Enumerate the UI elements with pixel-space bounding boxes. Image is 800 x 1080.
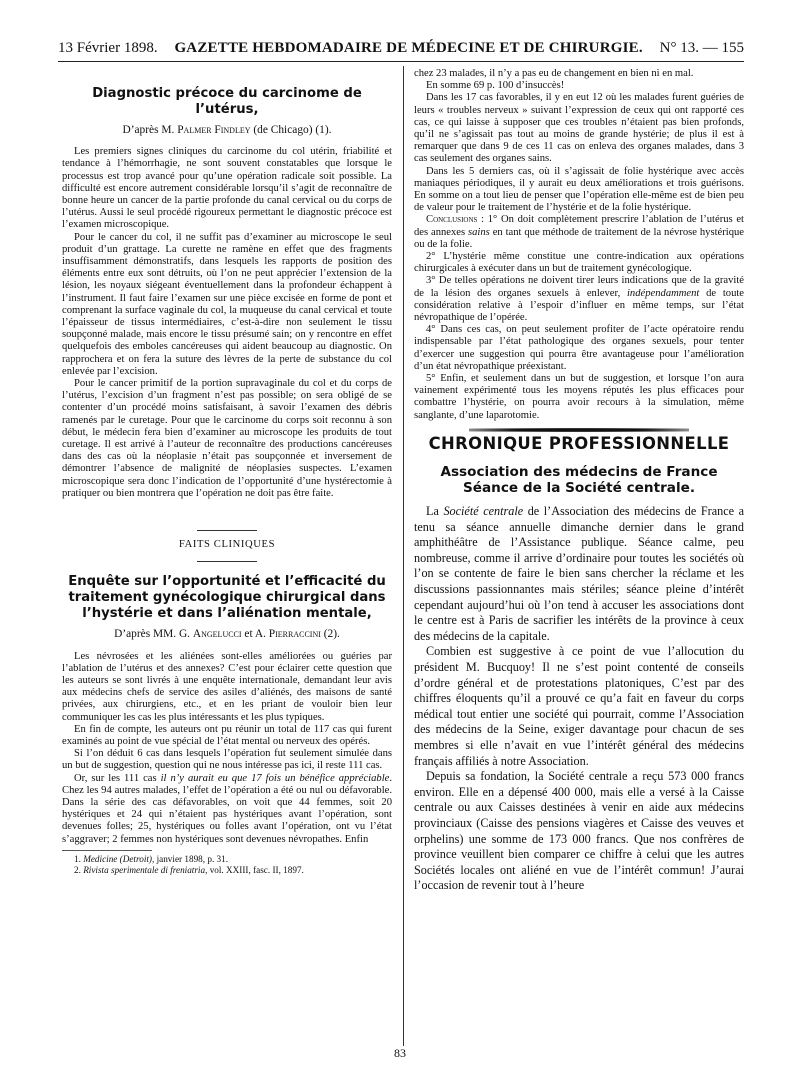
text-run-italic: Société centrale [443, 504, 524, 519]
faits-cliniques-heading: FAITS CLINIQUES [178, 539, 276, 551]
footnote [62, 854, 392, 865]
chronique-subtitle-2: Séance de la Société centrale. [462, 480, 695, 497]
byline-prefix: D’après MM. G. [114, 628, 193, 641]
running-header [58, 40, 744, 60]
article2-byline [62, 628, 392, 640]
text-run: de toute considération relative à l’espoir d’influer en même temps, sur l’état névropathique de l’opérée. [414, 287, 744, 324]
section-rule [197, 530, 257, 531]
ornament-bar [469, 428, 689, 432]
chronique-subtitle-1: Association des médecins de France [440, 464, 718, 481]
header-issue: N° 13. — 155 [659, 40, 744, 56]
text-run: de l’Association des médecins de France a tenu sa séance annuelle dimanche dernier dans le grand amphithéâtre de l’Assistance publique. Séance calme, peu nombreuse, comme il arrive d’ordinaire pour toutes les sociétés où l’on se contente de faire le bien sans chercher la réclame et les discussions passionnantes mais stériles; séance pleine d’intérêt cependant aujourd’hui où l’on tend à accuser les associations dont le centre est à Paris de sacrifier les intérêts de la province à ceux des médecins de la capitale. [414, 504, 744, 643]
right-column [414, 68, 744, 1043]
text-run: La [426, 504, 444, 519]
header-title: GAZETTE HEBDOMADAIRE DE MÉDECINE ET DE CHIRURGIE. [174, 40, 643, 56]
page-number: 83 [394, 1046, 406, 1060]
ornament-divider [414, 428, 744, 432]
footnote-number: 2. [74, 864, 84, 875]
text-run-italic: sains [468, 226, 490, 238]
footnotes [62, 854, 392, 876]
byline-joiner: et A. [241, 628, 269, 641]
byline-suffix: (2). [320, 628, 340, 641]
conclusion-2: 2° L’hystérie même constitue une contre-indication aux opérations chirurgicales à exécuter dans un but de traitement gynécologique. [414, 251, 744, 275]
article1-byline [62, 124, 392, 136]
text-run: Or, sur les 111 cas [74, 772, 161, 784]
article1-paragraph: Pour le cancer du col, il ne suffit pas d’examiner au microscope le seul produit d’un grattage. La curette ne ramène en effet que des fragments insuffisamment démonstratifs, dans lesquels les rapports de position des éléments entre eux sont détruits, où l’on ne peut apprécier l’extension de la lésion, les noyaux siégeant éventuellement dans la profondeur échappent à l’instrument. Il faut faire l’examen sur une pièce excisée en forme de pont et comprenant la surface vaginale du col, la muqueuse du canal cervical et toute l’épaisseur de tissus intermédiaires, c’est-à-dire non seulement le tissu soupçonné malade, mais encore le tissu présumé sain; on y rencontre en effet quelquefois des emboles cancéreuses qui aident beaucoup au diagnostic. On rapprochera et on fera la suture des lèvres de la perte de substance du col enlevée par l’excision. [62, 231, 392, 377]
conclusion-4: 4° Dans ces cas, on peut seulement profiter de l’acte opératoire rendu indispensable par l’état pathologique des organes sexuels, pour tenter d’exercer une suggestion qui pourra être avantageuse pour l’amélioration d’un état névropathique préexistant. [414, 324, 744, 372]
byline-author: Angelucci [192, 628, 242, 641]
header-rule [58, 61, 744, 62]
continued-paragraph: Dans les 17 cas favorables, il y en eut 12 où les malades furent guéries de leurs « troubles nerveux » suivant l’expression de ceux qui ont rapporté ces cas, ce qui laisse à supposer que ces troubles n’étaient pas bien profonds, qu’il ne s’agissait pas tout au moins de grande hystérie; de plus il est à remarquer que dans 9 de ces 11 cas on enleva des organes malades, dans 3 cas seulement des organes sains. [414, 92, 744, 165]
text-run: . Chez les 94 autres malades, l’effet de l’opération a été ou nul ou défavorable. Dans la série des cas défavorables, on voit que 44 femmes, soit 20 hystériques et 24 qui n’étaient pas hystériques avant l’opération, sont devenues folles; 25, hystériques ou folles avant l’opération, ont vu l’état s’aggraver; 2 femmes non hystériques sont devenues névropathes. Enfin [62, 772, 392, 845]
chronique-paragraph: Depuis sa fondation, la Société centrale a reçu 573 000 francs environ. Elle en a dépensé 400 000, mais elle a versé à la Caisse centrale ou aux Caisses destinées à venir en aide aux médecins provinciaux (Caisse des pensions viagères et Caisse des veuves et orphelins) une somme de 173 000 francs. Que nos confrères de province veuillent bien comparer ce chiffre à celui que les autres Sociétés locales ont aliéné en vue de l’intérêt commun! J’aurai l’occasion de revenir tout à l’heure [414, 769, 744, 893]
conclusion-1 [414, 214, 744, 251]
article2-paragraph [62, 773, 392, 846]
header-date: 13 Février 1898. [58, 40, 158, 56]
article2-paragraph: Si l’on déduit 6 cas dans lesquels l’opération fut seulement simulée dans un but de suggestion, question qui ne nous intéresse pas ici, il reste 111 cas. [62, 748, 392, 772]
chronique-paragraph: Combien est suggestive à ce point de vue l’allocution du président M. Bucquoy! Il ne s’est point contenté de conseils d’ordre général et de protestations platoniques, C’est par des chiffres éloquents qu’il a prouvé ce qu’a fait en faveur du corps médical tout entier une société qui pourrait, comme l’Association des médecins de la Seine, exiger davantage pour chacun de ses membres si elle n’avait en vue l’intérêt général des médecins français affiliés à notre Association. [414, 644, 744, 768]
continued-paragraph: En somme 69 p. 100 d’insuccès! [426, 80, 565, 92]
chronique-paragraph [414, 504, 744, 644]
footnote-source: Medicine (Detroit) [83, 853, 152, 864]
footnote-source: Rivista sperimentale di freniatria [83, 864, 206, 875]
footnote-rule [62, 850, 152, 851]
conclusion-5: 5° Enfin, et seulement dans un but de suggestion, et lorsque l’on aura vainement expérimenté tous les moyens réputés les plus efficaces pour combattre l’hystérie, on pourra avoir recours à la simulation, même sanglante, d’une laparotomie. [414, 373, 744, 421]
byline-author: Palmer Findley [177, 124, 251, 136]
article2-paragraph: En fin de compte, les auteurs ont pu réunir un total de 117 cas qui furent examinés au point de vue spécial de l’état mental ou nerveux des opérés. [62, 723, 392, 747]
article2-title: Enquête sur l’opportunité et l’efficacité du traitement gynécologique chirurgical dans l’hystérie et dans l’aliénation mentale, [68, 574, 386, 622]
article2-paragraph: Les névrosées et les aliénées sont-elles améliorées ou guéries par l’ablation de l’utérus et des annexes? C’est pour éclairer cette question que les auteurs se sont livrés à une enquête internationale, demandant leur avis aux médecins chefs de service des asiles d’aliénés, des maisons de santé privées, aux chirurgiens, etc., et en les priant de vouloir bien leur communiquer les cas les plus intéressants et les plus typiques. [62, 650, 392, 723]
footnote [62, 865, 392, 876]
continued-paragraph: chez 23 malades, il n’y a pas eu de changement en bien ni en mal. [414, 68, 694, 79]
article1-title: Diagnostic précoce du carcinome de l’utérus, [92, 86, 362, 117]
text-run: : 1° On doit complètement prescrire l’ablation de l’utérus et des annexes [414, 214, 744, 238]
left-column [62, 68, 392, 1043]
text-run: en tant que méthode de traitement de la névrose hystérique ou de la folie. [414, 226, 744, 250]
column-divider [403, 66, 404, 1046]
footnote-number: 1. [74, 853, 84, 864]
text-run-italic: il n’y aurait eu que 17 fois un bénéfice appréciable [160, 772, 390, 784]
byline-prefix: D’après M. [122, 124, 178, 136]
continued-paragraph: Dans les 5 derniers cas, où il s’agissait de folie hystérique avec accès maniaques périodiques, il y aurait eu deux améliorations et trois guérisons. En somme on a tout lieu de penser que l’opération elle-même est de bien peu de valeur pour le traitement de l’hystérie et de la folie hystérique. [414, 165, 744, 214]
conclusions-label: Conclusions [426, 214, 478, 226]
text-run-italic: indépendamment [626, 287, 700, 299]
conclusion-3 [414, 275, 744, 324]
chronique-title: CHRONIQUE PROFESSIONNELLE [428, 433, 730, 453]
footnote-detail: , vol. XXIII, fasc. II, 1897. [205, 864, 304, 875]
article1-paragraph: Pour le cancer primitif de la portion supravaginale du col et du corps de l’utérus, l’excision d’un fragment n’est pas possible; on sera obligé de se contenter d’un procédé moins satisfaisant, à savoir l’examen des débris ramenés par le curetage. Pour que le carcinome du corps soit reconnu à son début, le médecin fera bien d’examiner au microscope les produits de tout curetage. Il est arrivé à l’auteur de reconnaître des productions cancéreuses dans des cas où la néoplasie n’était pas soupçonnée et inversement de démontrer l’absence de malignité de néoplasies suspectes. L’examen microscopique sera donc l’indication de l’opportunité d’une hystérectomie à pratiquer ou bien montrera que l’opération ne doit pas être faite. [62, 378, 392, 499]
article1-paragraph: Les premiers signes cliniques du carcinome du col utérin, friabilité et tendance à l’hémorrhagie, ne sont souvent constatables que lorsque le processus est trop avancé pour qu’une opération radicale soit possible. La difficulté est encore autrement considérable lorsqu’il s’agit de reconnaître de bonne heure un cancer de la partie profonde du canal cervical ou du corps de l’utérus. Aussi le seul procédé rigoureux permettant le diagnostic précoce est l’examen microscopique. [62, 146, 392, 231]
byline-suffix: (de Chicago) (1). [250, 124, 332, 136]
byline-author: Pierraccini [268, 628, 321, 641]
text-run: 3° De telles opérations ne doivent tirer leurs indications que de la gravité de la lésion des organes sexuels à enlever, [414, 275, 744, 299]
footnote-detail: , janvier 1898, p. 31. [151, 853, 229, 864]
